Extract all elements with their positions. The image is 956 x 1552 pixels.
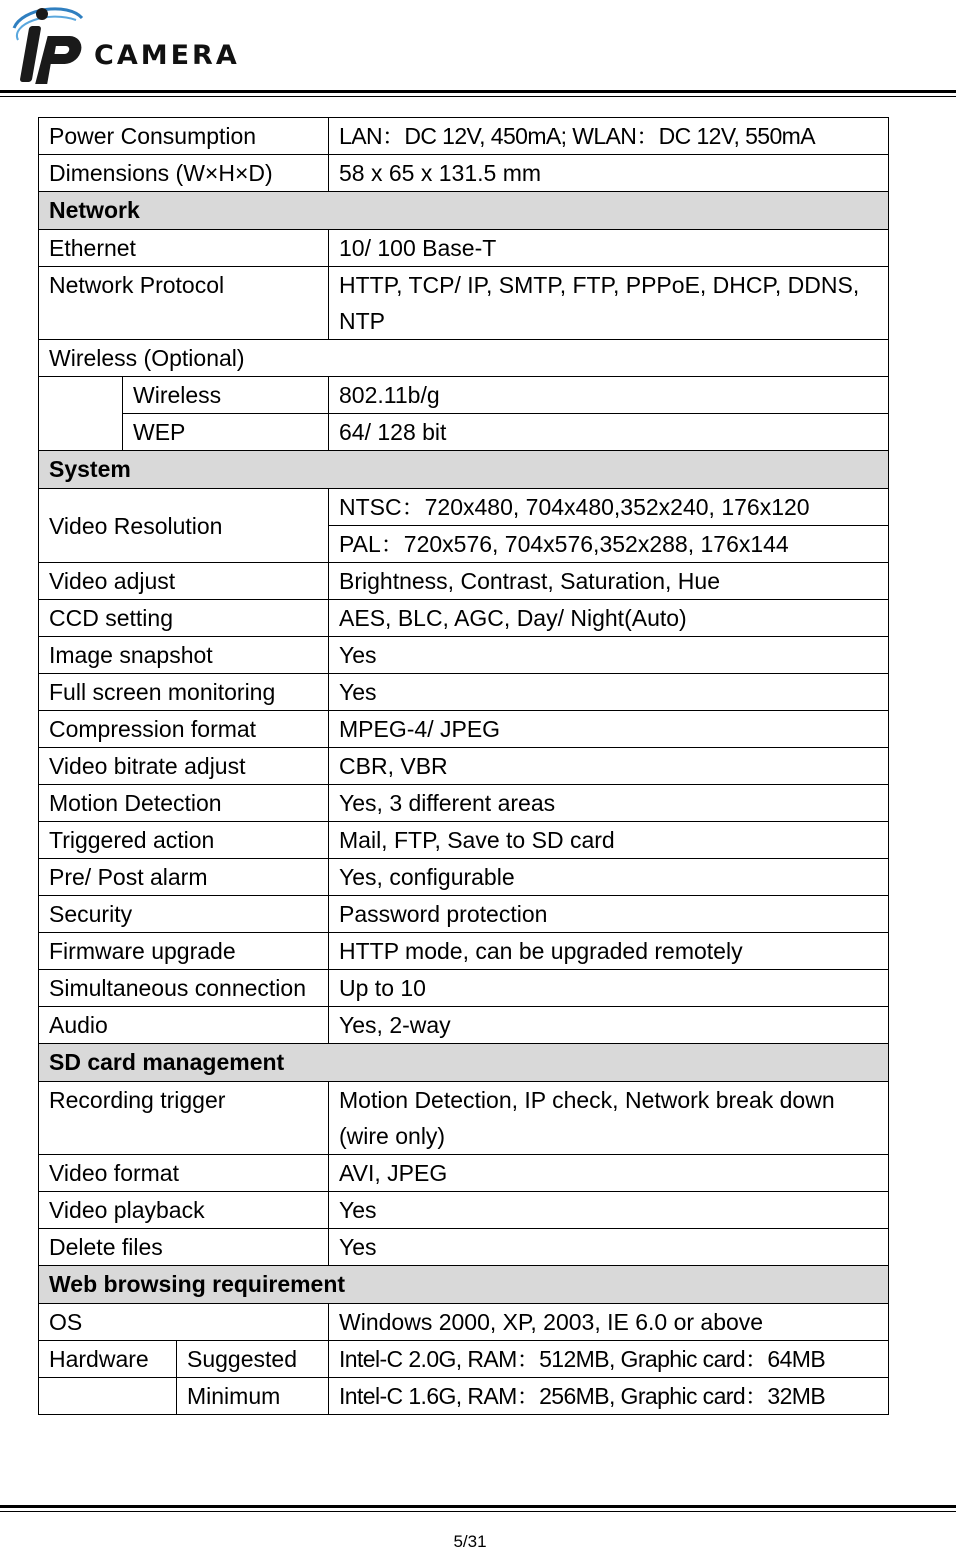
row-label: Video Resolution — [39, 489, 329, 563]
row-label: WEP — [123, 414, 329, 451]
row-value: 58 x 65 x 131.5 mm — [329, 155, 889, 192]
table-row — [39, 896, 889, 933]
row-value: Yes — [329, 674, 889, 711]
section-header — [39, 451, 889, 489]
row-label: Ethernet — [39, 230, 329, 267]
row-value: Yes, configurable — [329, 859, 889, 896]
row-sublabel: Suggested — [177, 1341, 329, 1378]
row-label: Audio — [39, 1007, 329, 1044]
blank-cell — [39, 377, 123, 451]
table-row — [39, 637, 889, 674]
row-label: Full screen monitoring — [39, 674, 329, 711]
row-label: Simultaneous connection — [39, 970, 329, 1007]
row-label: Triggered action — [39, 822, 329, 859]
row-value: Brightness, Contrast, Saturation, Hue — [329, 563, 889, 600]
section-title: Network — [39, 192, 889, 230]
blank-cell — [39, 1378, 177, 1415]
specification-table — [38, 117, 889, 1415]
table-row — [39, 1229, 889, 1266]
table-row — [39, 267, 889, 340]
row-sublabel: Minimum — [177, 1378, 329, 1415]
logo-camera-text: CAMERA — [94, 40, 240, 71]
table-row — [39, 1192, 889, 1229]
row-label: Wireless — [123, 377, 329, 414]
row-label: Video playback — [39, 1192, 329, 1229]
footer-rule — [0, 1505, 956, 1512]
row-label: Security — [39, 896, 329, 933]
row-label: Video format — [39, 1155, 329, 1192]
table-row — [39, 1007, 889, 1044]
table-row — [39, 748, 889, 785]
row-value: Yes, 3 different areas — [329, 785, 889, 822]
row-label: OS — [39, 1304, 329, 1341]
row-label: Wireless (Optional) — [39, 340, 889, 377]
row-value: 802.11b/g — [329, 377, 889, 414]
section-title: SD card management — [39, 1044, 889, 1082]
row-value: 10/ 100 Base-T — [329, 230, 889, 267]
row-value: Windows 2000, XP, 2003, IE 6.0 or above — [329, 1304, 889, 1341]
section-title: Web browsing requirement — [39, 1266, 889, 1304]
table-row — [39, 1378, 889, 1415]
table-row — [39, 859, 889, 896]
table-row — [39, 563, 889, 600]
row-value: Yes — [329, 637, 889, 674]
table-row — [39, 600, 889, 637]
row-value: Yes — [329, 1229, 889, 1266]
table-row — [39, 118, 889, 155]
table-row — [39, 155, 889, 192]
page-number: 5/31 — [453, 1532, 487, 1551]
table-row — [39, 785, 889, 822]
row-label: Hardware — [39, 1341, 177, 1378]
row-value: Mail, FTP, Save to SD card — [329, 822, 889, 859]
row-label: Compression format — [39, 711, 329, 748]
section-header — [39, 1044, 889, 1082]
row-value: Up to 10 — [329, 970, 889, 1007]
ip-camera-logo — [8, 0, 268, 90]
row-label: Recording trigger — [39, 1082, 329, 1155]
row-label: Video bitrate adjust — [39, 748, 329, 785]
row-value: HTTP, TCP/ IP, SMTP, FTP, PPPoE, DHCP, DDNS, NTP — [329, 267, 889, 340]
table-row — [39, 414, 889, 451]
row-value: Intel-C 2.0G, RAM：512MB, Graphic card：64MB — [329, 1341, 889, 1378]
logo-emblem-icon — [8, 0, 98, 90]
row-value: AES, BLC, AGC, Day/ Night(Auto) — [329, 600, 889, 637]
table-row — [39, 340, 889, 377]
row-value: AVI, JPEG — [329, 1155, 889, 1192]
row-label: Power Consumption — [39, 118, 329, 155]
row-value: Yes — [329, 1192, 889, 1229]
table-row — [39, 1155, 889, 1192]
row-value: Intel-C 1.6G, RAM：256MB, Graphic card：32MB — [329, 1378, 889, 1415]
table-row — [39, 822, 889, 859]
section-title: System — [39, 451, 889, 489]
row-value: LAN：DC 12V, 450mA; WLAN：DC 12V, 550mA — [329, 118, 889, 155]
row-label: Pre/ Post alarm — [39, 859, 329, 896]
row-label: Motion Detection — [39, 785, 329, 822]
row-value: MPEG-4/ JPEG — [329, 711, 889, 748]
table-row — [39, 1341, 889, 1378]
table-row — [39, 230, 889, 267]
row-value: NTSC：720x480, 704x480,352x240, 176x120 — [329, 489, 889, 526]
row-value: Yes, 2-way — [329, 1007, 889, 1044]
row-value: PAL：720x576, 704x576,352x288, 176x144 — [329, 526, 889, 563]
row-label: Network Protocol — [39, 267, 329, 340]
row-value: Motion Detection, IP check, Network break down (wire only) — [329, 1082, 889, 1155]
table-row — [39, 377, 889, 414]
row-label: Video adjust — [39, 563, 329, 600]
section-header — [39, 192, 889, 230]
table-row — [39, 970, 889, 1007]
row-value: CBR, VBR — [329, 748, 889, 785]
table-row — [39, 933, 889, 970]
row-label: Dimensions (W×H×D) — [39, 155, 329, 192]
row-value: HTTP mode, can be upgraded remotely — [329, 933, 889, 970]
table-row — [39, 1082, 889, 1155]
table-row — [39, 1304, 889, 1341]
header-rule — [0, 90, 956, 97]
row-value: Password protection — [329, 896, 889, 933]
table-row — [39, 674, 889, 711]
section-header — [39, 1266, 889, 1304]
row-value: 64/ 128 bit — [329, 414, 889, 451]
row-label: CCD setting — [39, 600, 329, 637]
row-label: Image snapshot — [39, 637, 329, 674]
row-label: Delete files — [39, 1229, 329, 1266]
row-label: Firmware upgrade — [39, 933, 329, 970]
table-row — [39, 489, 889, 526]
table-row — [39, 711, 889, 748]
